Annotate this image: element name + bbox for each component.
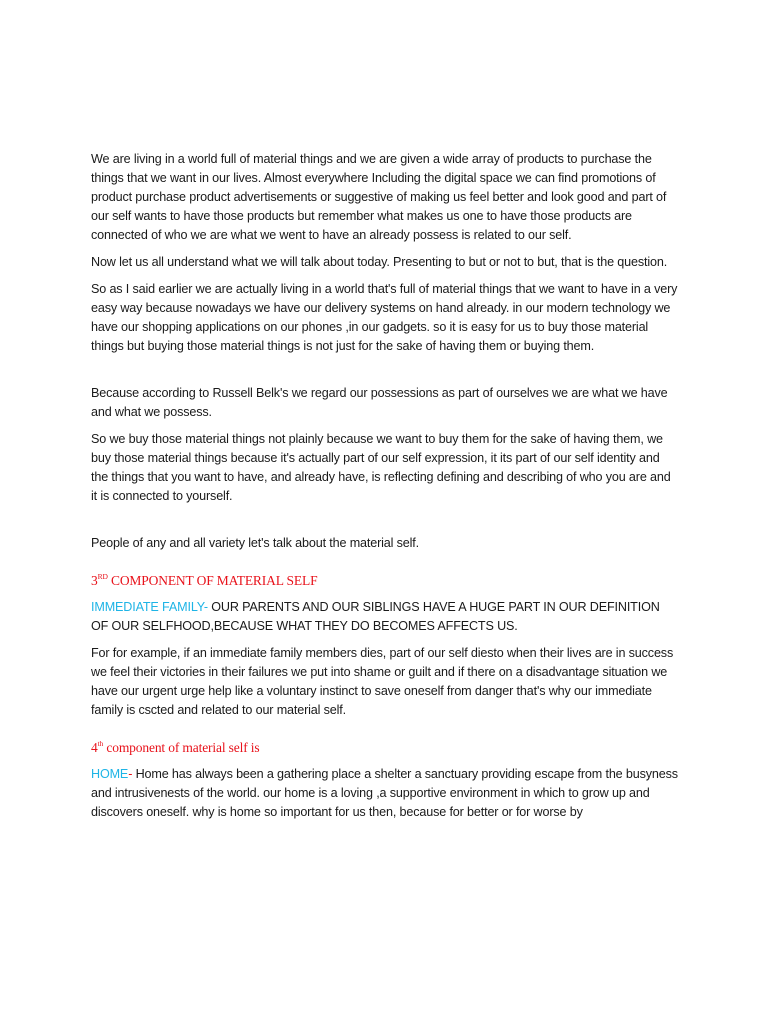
immediate-family-label: IMMEDIATE FAMILY-	[91, 600, 208, 614]
immediate-family-text: OUR PARENTS AND OUR SIBLINGS HAVE A HUGE PART IN OUR DEFINITION OF OUR SELFHOOD,BECAUSE WHAT THEY DO BECOMES AFFECTS US.	[91, 600, 660, 633]
paragraph-immediate-family	[91, 598, 679, 636]
home-text: Home has always been a gathering place a shelter a sanctuary providing escape from the busyness and intrusivenests of the world. our home is a loving ,a supportive environment in which to grow up and discovers oneself. why is home so important for us then, because for better or for worse by	[91, 767, 678, 819]
paragraph-home	[91, 765, 679, 822]
spacer	[91, 364, 679, 384]
spacer	[91, 561, 679, 571]
heading-superscript: th	[97, 739, 104, 748]
paragraph-question: Now let us all understand what we will talk about today. Presenting to but or not to but, that is the question.	[91, 255, 668, 269]
heading-number: 4	[91, 740, 98, 755]
paragraph-example: For for example, if an immediate family members dies, part of our self diesto when their lives are in success we feel their victories in their failures we put into shame or guilt and if there on a disadvantage situation we have our urgent urge help like a voluntary instinct to save oneself from danger that's why our immediate family is cscted and related to our material self.	[91, 646, 674, 717]
paragraph-belk: Because according to Russell Belk's we regard our possessions as part of ourselves we are what we have and what we possess.	[91, 386, 668, 419]
spacer	[91, 728, 679, 738]
heading-number: 3	[91, 573, 98, 588]
spacer	[91, 514, 679, 534]
heading-text: component of material self is	[103, 740, 260, 755]
paragraph-delivery: So as I said earlier we are actually living in a world that's full of material things that we want to have in a very easy way because nowadays we have our delivery systems on hand already. in our modern technology we have our shopping applications on our phones ,in our gadgets. so it is easy for us to buy those material things but buying those material things is not just for the sake of having them or buying them.	[91, 282, 678, 353]
paragraph-intro: We are living in a world full of material things and we are given a wide array of products to purchase the things that we want in our lives. Almost everywhere Including the digital space we can find promotions of product purchase product advertisements or suggestive of making us feel better and look good and part of our self wants to have those products but remember what makes us one to have those products are connected of who we are what we went to have an already possess is related to our self.	[91, 152, 667, 242]
paragraph-material-self: People of any and all variety let's talk about the material self.	[91, 536, 419, 550]
heading-fourth-component	[91, 738, 679, 757]
home-label: HOME	[91, 767, 129, 781]
heading-text: COMPONENT OF MATERIAL SELF	[107, 573, 318, 588]
document-page	[91, 150, 679, 830]
home-dash: -	[128, 767, 133, 781]
heading-superscript: RD	[97, 572, 108, 581]
paragraph-self-expression: So we buy those material things not plainly because we want to buy them for the sake of having them, we buy those material things because it's actually part of our self expression, it its part of our self identity and the things that you want to have, and already have, is reflecting defining and describing of who you are and it is connected to yourself.	[91, 432, 671, 503]
heading-third-component	[91, 571, 679, 590]
